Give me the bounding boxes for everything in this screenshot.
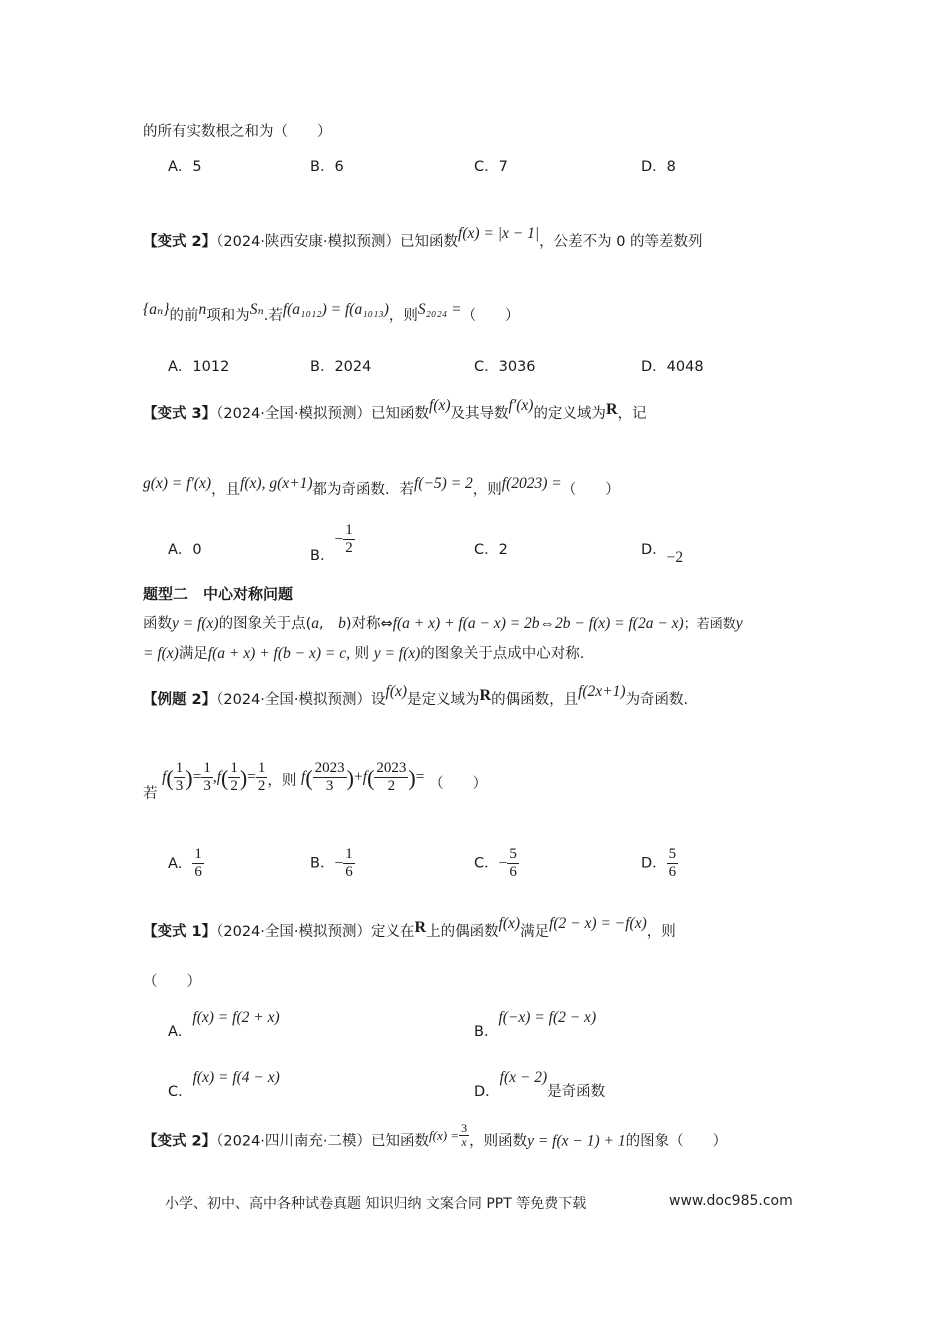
sign: − [498,854,508,872]
option-a: A．5 [168,159,202,175]
text: 的定义域为 [533,406,606,422]
source: （2024·全国·模拟预测）已知函数 [216,406,430,422]
ask: f(2023) = [501,475,562,492]
section-line1 [143,612,743,633]
source: （2024·四川南充·二模）已知函数 [216,1133,430,1150]
variant-tag: 【变式 3】 [143,406,217,422]
condition: f(a₁₀₁₂) = f(a₁₀₁₃) [282,301,389,318]
answer-paren: （ ） [561,482,620,498]
option-a [168,1006,280,1040]
text: ，公差不为 0 的等差数列 [539,234,703,250]
real-set: R [605,401,618,418]
numerator: 1 [175,760,184,776]
numerator: 5 [509,846,517,862]
math: a [311,615,320,632]
text: , [319,616,339,632]
text: ，则函数 [469,1133,528,1150]
option-c: C．7 [474,159,508,175]
text: 满足 [178,646,208,662]
option-b [474,1006,597,1040]
fraction [507,846,519,881]
fraction [192,846,204,881]
denominator: 2 [387,778,396,794]
numerator: 1 [230,760,238,776]
option-c [474,846,519,881]
math: y = f(x) [373,645,421,662]
math: b [338,615,346,632]
numerator: 5 [668,846,677,862]
real-set: R [414,919,427,936]
option-c: C．3036 [474,359,536,375]
fx: f(x) [385,683,408,700]
fx: f(x) [498,915,521,932]
section-line2 [143,642,584,663]
label: D． [641,542,667,558]
numerator: 2023 [376,760,407,776]
option-a: A．0 [168,542,202,558]
numerator: 1 [345,846,353,862]
text: 的图象（ ） [625,1133,728,1150]
example-2-line1 [143,683,689,709]
option-b [310,846,355,881]
expr: f(−x) = f(2 − x) [498,1009,597,1026]
option-b: B．6 [310,159,344,175]
text: 的图象关于点成中心对称. [420,646,585,662]
fraction [667,846,679,881]
fraction [459,1122,469,1149]
option-d: D．8 [641,159,676,175]
fraction [374,760,408,795]
fx: f(x) = [429,1127,460,1143]
text: 是定义域为 [407,692,480,708]
numerator: 3 [461,1121,468,1135]
answer-paren: （ ） [461,308,520,324]
fraction [343,522,355,557]
footer-text: 小学、初中、高中各种试卷真题 知识归纳 文案合同 PPT 等免费下载 [165,1196,587,1212]
label: B． [310,855,335,872]
text: 是奇函数 [547,1084,606,1100]
option-d [474,1066,606,1100]
fraction [228,760,240,795]
denominator: 2 [345,540,353,556]
fx: f(x) [429,397,451,414]
denominator: x [461,1135,467,1149]
variant-tag: 【变式 2】 [143,234,217,250]
text: 则 [354,646,370,662]
text: )对称⇔ [345,616,393,632]
math: f(a + x) + f(a − x) = 2b⇔2b − f(x) = f(2a − x) [392,615,684,632]
variant-2-line1 [143,225,703,251]
expr: f(x) = f(2 + x) [192,1009,280,1026]
variant-tag: 【变式 2】 [143,1133,217,1150]
text: 函数 [143,616,172,632]
equals: = [247,768,256,786]
text: .若 [263,308,283,324]
math: y [735,615,743,632]
label: B． [310,547,335,564]
fraction [313,760,347,795]
text: ，记 [617,406,647,422]
text: 的前 [169,308,199,324]
expr: f(x − 2) [499,1069,548,1086]
label: C． [474,855,499,872]
equals: = [415,768,425,786]
source: （2024·全国·模拟预测）定义在 [216,924,415,940]
option-a: A．1012 [168,359,230,375]
comma: , [212,768,217,786]
source: （2024·全国·模拟预测）设 [216,692,386,708]
option-d [641,538,684,566]
sn-var: Sₙ [249,301,264,318]
denominator: 2 [257,778,266,794]
f: f [301,768,306,786]
denominator: 6 [668,864,677,880]
condition: f(−5) = 2 [413,475,473,492]
denominator: 3 [203,778,211,794]
question-tail: 的所有实数根之和为（ ） [143,124,332,140]
variant-tag: 【变式 1】 [143,924,217,940]
label: A． [168,855,193,872]
section-title: 题型二 中心对称问题 [143,585,294,603]
math: f(a + x) + f(b − x) = c, [207,645,350,662]
denominator: 3 [175,778,184,794]
answer-paren: （ ） [143,974,201,990]
text: 的图象关于点( [218,616,312,632]
text: 的偶函数，且 [491,692,579,708]
option-d [641,846,678,881]
example-tag: 【例题 2】 [143,692,217,708]
denominator: 3 [325,778,334,794]
f: f [216,768,222,786]
fraction [343,846,355,881]
text: ，且 [211,482,241,498]
plus: + [354,768,363,786]
numerator: 2023 [314,760,345,776]
denominator: 6 [194,864,202,880]
variant-3-line1 [143,397,647,423]
denominator: 6 [345,864,353,880]
expr: f(x) = f(4 − x) [192,1069,280,1086]
text: 项和为 [206,308,250,324]
text: ，则 [388,308,418,324]
denominator: 6 [509,864,517,880]
text: 满足 [520,924,550,940]
f-2x-plus-1: f(2x+1) [578,683,626,700]
variant-2b-line1 [143,1121,728,1155]
numerator: 1 [203,760,211,776]
text: 及其导数 [450,406,509,422]
answer-paren: （ ） [429,775,488,792]
math: y = f(x) [172,615,219,632]
equals: = [192,768,202,786]
example-2-line2: 若 f( $\frac{1}{3}$ )= $\frac{1}{3}$ ,f( $\frac{1}{2}$ )= $\frac{1}{2}$ ，则 f( $\frac{2023}{3}$ )+f( $\frac{2023}{2}$ )= （ ） [143,760,488,802]
fraction [174,760,186,795]
fraction [256,760,268,795]
numerator: 1 [194,846,202,862]
sign: − [334,530,344,548]
y-expr: y = f(x − 1) + 1 [527,1132,626,1150]
option-a [168,846,204,881]
option-b [310,522,355,564]
s2024: S₂₀₂₄ = [417,301,462,318]
fraction [201,760,213,795]
sign: − [334,854,344,872]
function-pair: f(x), g(x+1) [240,475,313,492]
condition: f(2 − x) = −f(x) [549,915,647,932]
text: ；若函数 [683,617,736,632]
denominator: 2 [230,778,238,794]
text: ，则 [472,482,502,498]
label: D． [641,855,667,872]
variant-2-line2 [143,301,520,325]
text: ，则 [646,924,676,940]
text: 上的偶函数 [426,924,499,940]
option-c [168,1066,280,1100]
text: 若 [143,785,158,802]
label: C． [168,1084,193,1100]
variant-3-line2 [143,475,620,499]
numerator: 1 [257,760,266,776]
option-c: C．2 [474,542,508,558]
value: −2 [666,549,684,566]
option-b: B．2024 [310,359,372,375]
f: f [162,768,167,786]
function-expr: f(x) = |x − 1| [458,225,540,242]
derivative: f′(x) [508,397,534,414]
numerator: 1 [345,522,353,538]
label: B． [474,1024,499,1040]
source: （2024·陕西安康·模拟预测）已知函数 [216,234,459,250]
footer-link[interactable]: www.doc985.com [669,1193,793,1209]
text: 都为奇函数．若 [312,482,414,498]
real-set: R [479,687,492,704]
text: ，则 [267,772,297,789]
option-d: D．4048 [641,359,704,375]
label: D． [474,1084,500,1100]
g-def: g(x) = f′(x) [143,475,212,492]
f: f [362,768,368,786]
n-var: n [198,301,207,318]
text: 为奇函数. [625,692,689,708]
math: = f(x) [143,645,179,662]
variant-1-line1 [143,915,676,941]
sequence: {aₙ} [143,301,170,318]
label: A． [168,1024,193,1040]
